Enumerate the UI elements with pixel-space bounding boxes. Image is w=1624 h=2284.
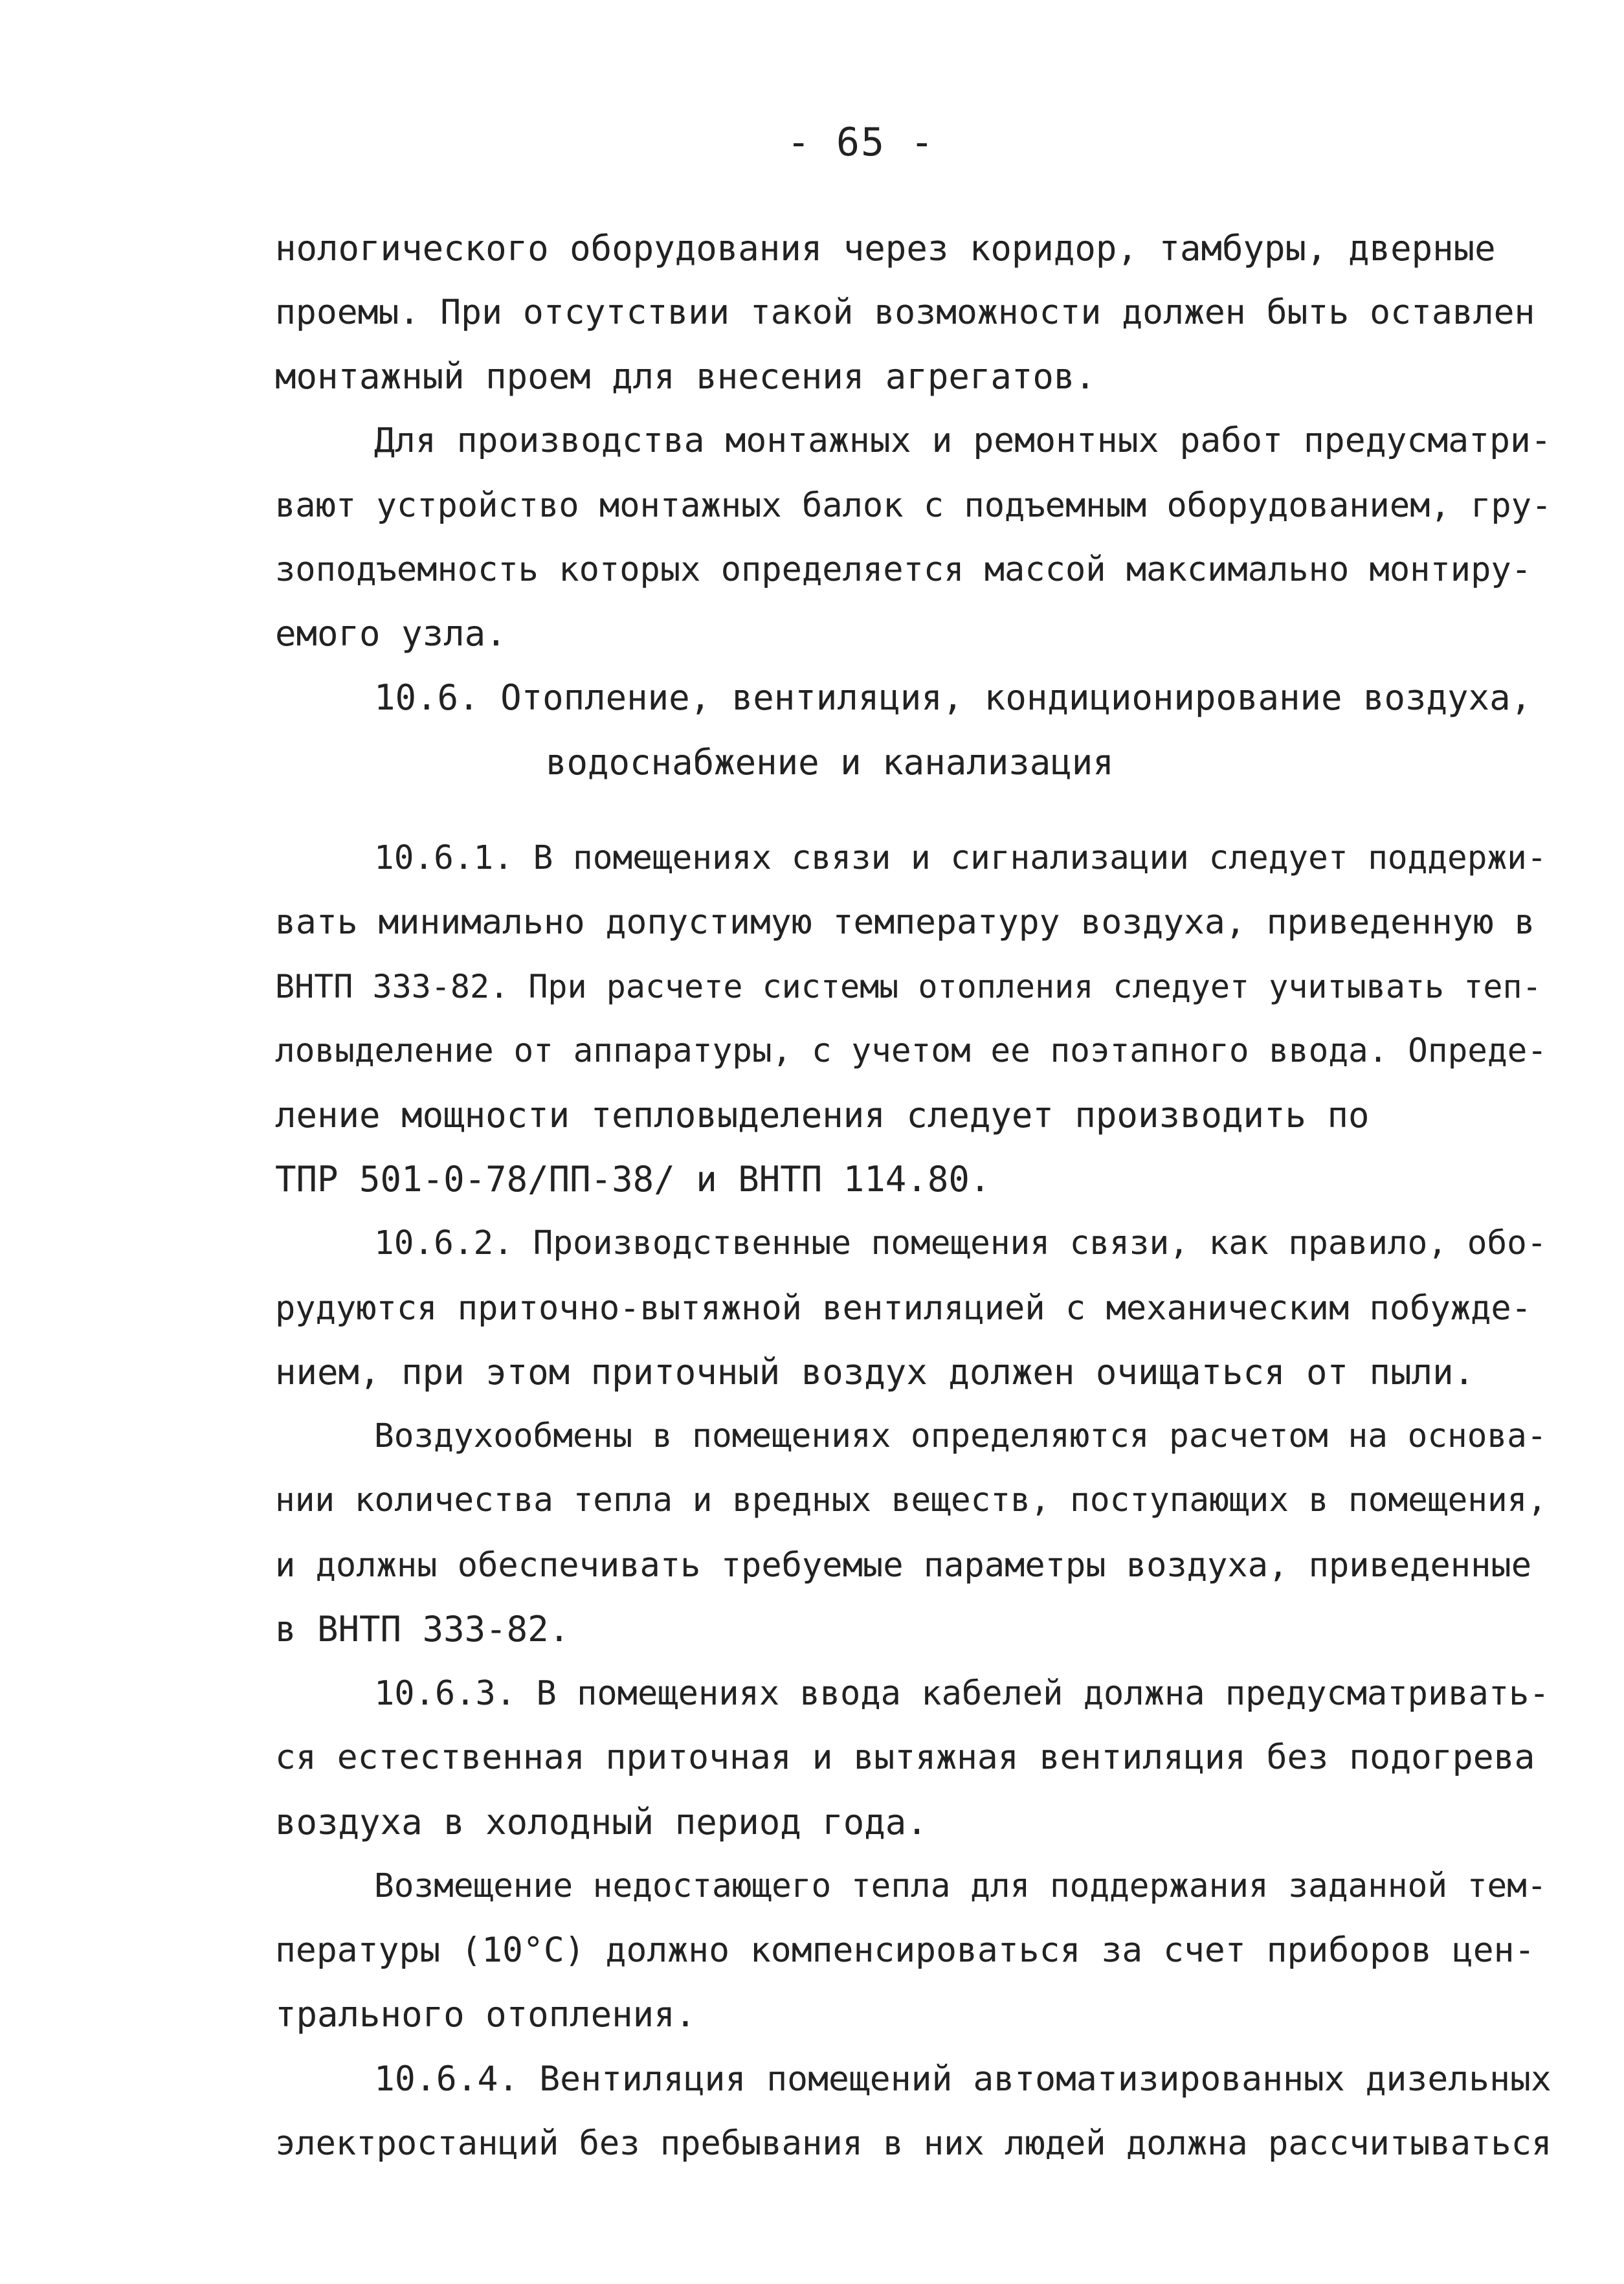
text-line: ВНТП 333-82. При расчете системы отопления следует учитывать теп- [275,968,1542,1005]
text-line: 10.6.1. В помещениях связи и сигнализации следует поддержи- [374,839,1547,877]
text-line: монтажный проем для внесения агрегатов. [275,356,1096,397]
text-line: нологического оборудования через коридор, тамбуры, дверные [275,228,1496,269]
page-number: - 65 - [786,120,935,165]
text-line: Для производства монтажных и ремонтных работ предусматри- [374,421,1552,460]
text-line: вать минимально допустимую температуру воздуха, приведенную в [275,902,1535,942]
text-line: зоподъемность которых определяется массой максимально монтиру- [275,550,1532,589]
text-line: емого узла. [275,613,507,654]
text-line: 10.6.4. Вентиляция помещений автоматизированных дизельных [374,2059,1552,2099]
text-line: электростанций без пребывания в них людей должна рассчитываться [275,2124,1552,2163]
text-line: трального отопления. [275,1994,696,2035]
text-line: в ВНТП 333-82. [275,1609,570,1650]
text-line: Возмещение недостающего тепла для поддержания заданной тем- [374,1867,1547,1905]
section-heading: 10.6. Отопление, вентиляция, кондиционирование воздуха, [374,677,1532,718]
text-line: рудуются приточно-вытяжной вентиляцией с механическим побужде- [275,1289,1532,1328]
text-line: ТПР 501-0-78/ПП-38/ и ВНТП 114.80. [275,1159,991,1200]
text-line: ловыделение от аппаратуры, с учетом ее поэтапного ввода. Опреде- [275,1032,1548,1070]
text-line: нием, при этом приточный воздух должен очищаться от пыли. [275,1352,1475,1393]
text-line: ся естественная приточная и вытяжная вентиляция без подогрева [275,1738,1535,1777]
text-line: 10.6.2. Производственные помещения связи, как правило, обо- [374,1224,1547,1262]
text-line: Воздухообмены в помещениях определяются расчетом на основа- [374,1417,1547,1455]
text-line: воздуха в холодный период года. [275,1802,928,1842]
text-line: 10.6.3. В помещениях ввода кабелей должна предусматривать- [374,1674,1550,1713]
text-line: вают устройство монтажных балок с подъемным оборудованием, гру- [275,486,1552,525]
text-line: нии количества тепла и вредных веществ, поступающих в помещения, [275,1481,1548,1519]
section-heading: водоснабжение и канализация [546,742,1114,783]
text-line: пературы (10°С) должно компенсироваться за счет приборов цен- [275,1931,1535,1970]
text-line: ление мощности тепловыделения следует производить по [275,1095,1370,1136]
text-line: проемы. При отсутствии такой возможности должен быть оставлен [275,293,1535,332]
text-line: и должны обеспечивать требуемые параметры воздуха, приведенные [275,1546,1532,1585]
